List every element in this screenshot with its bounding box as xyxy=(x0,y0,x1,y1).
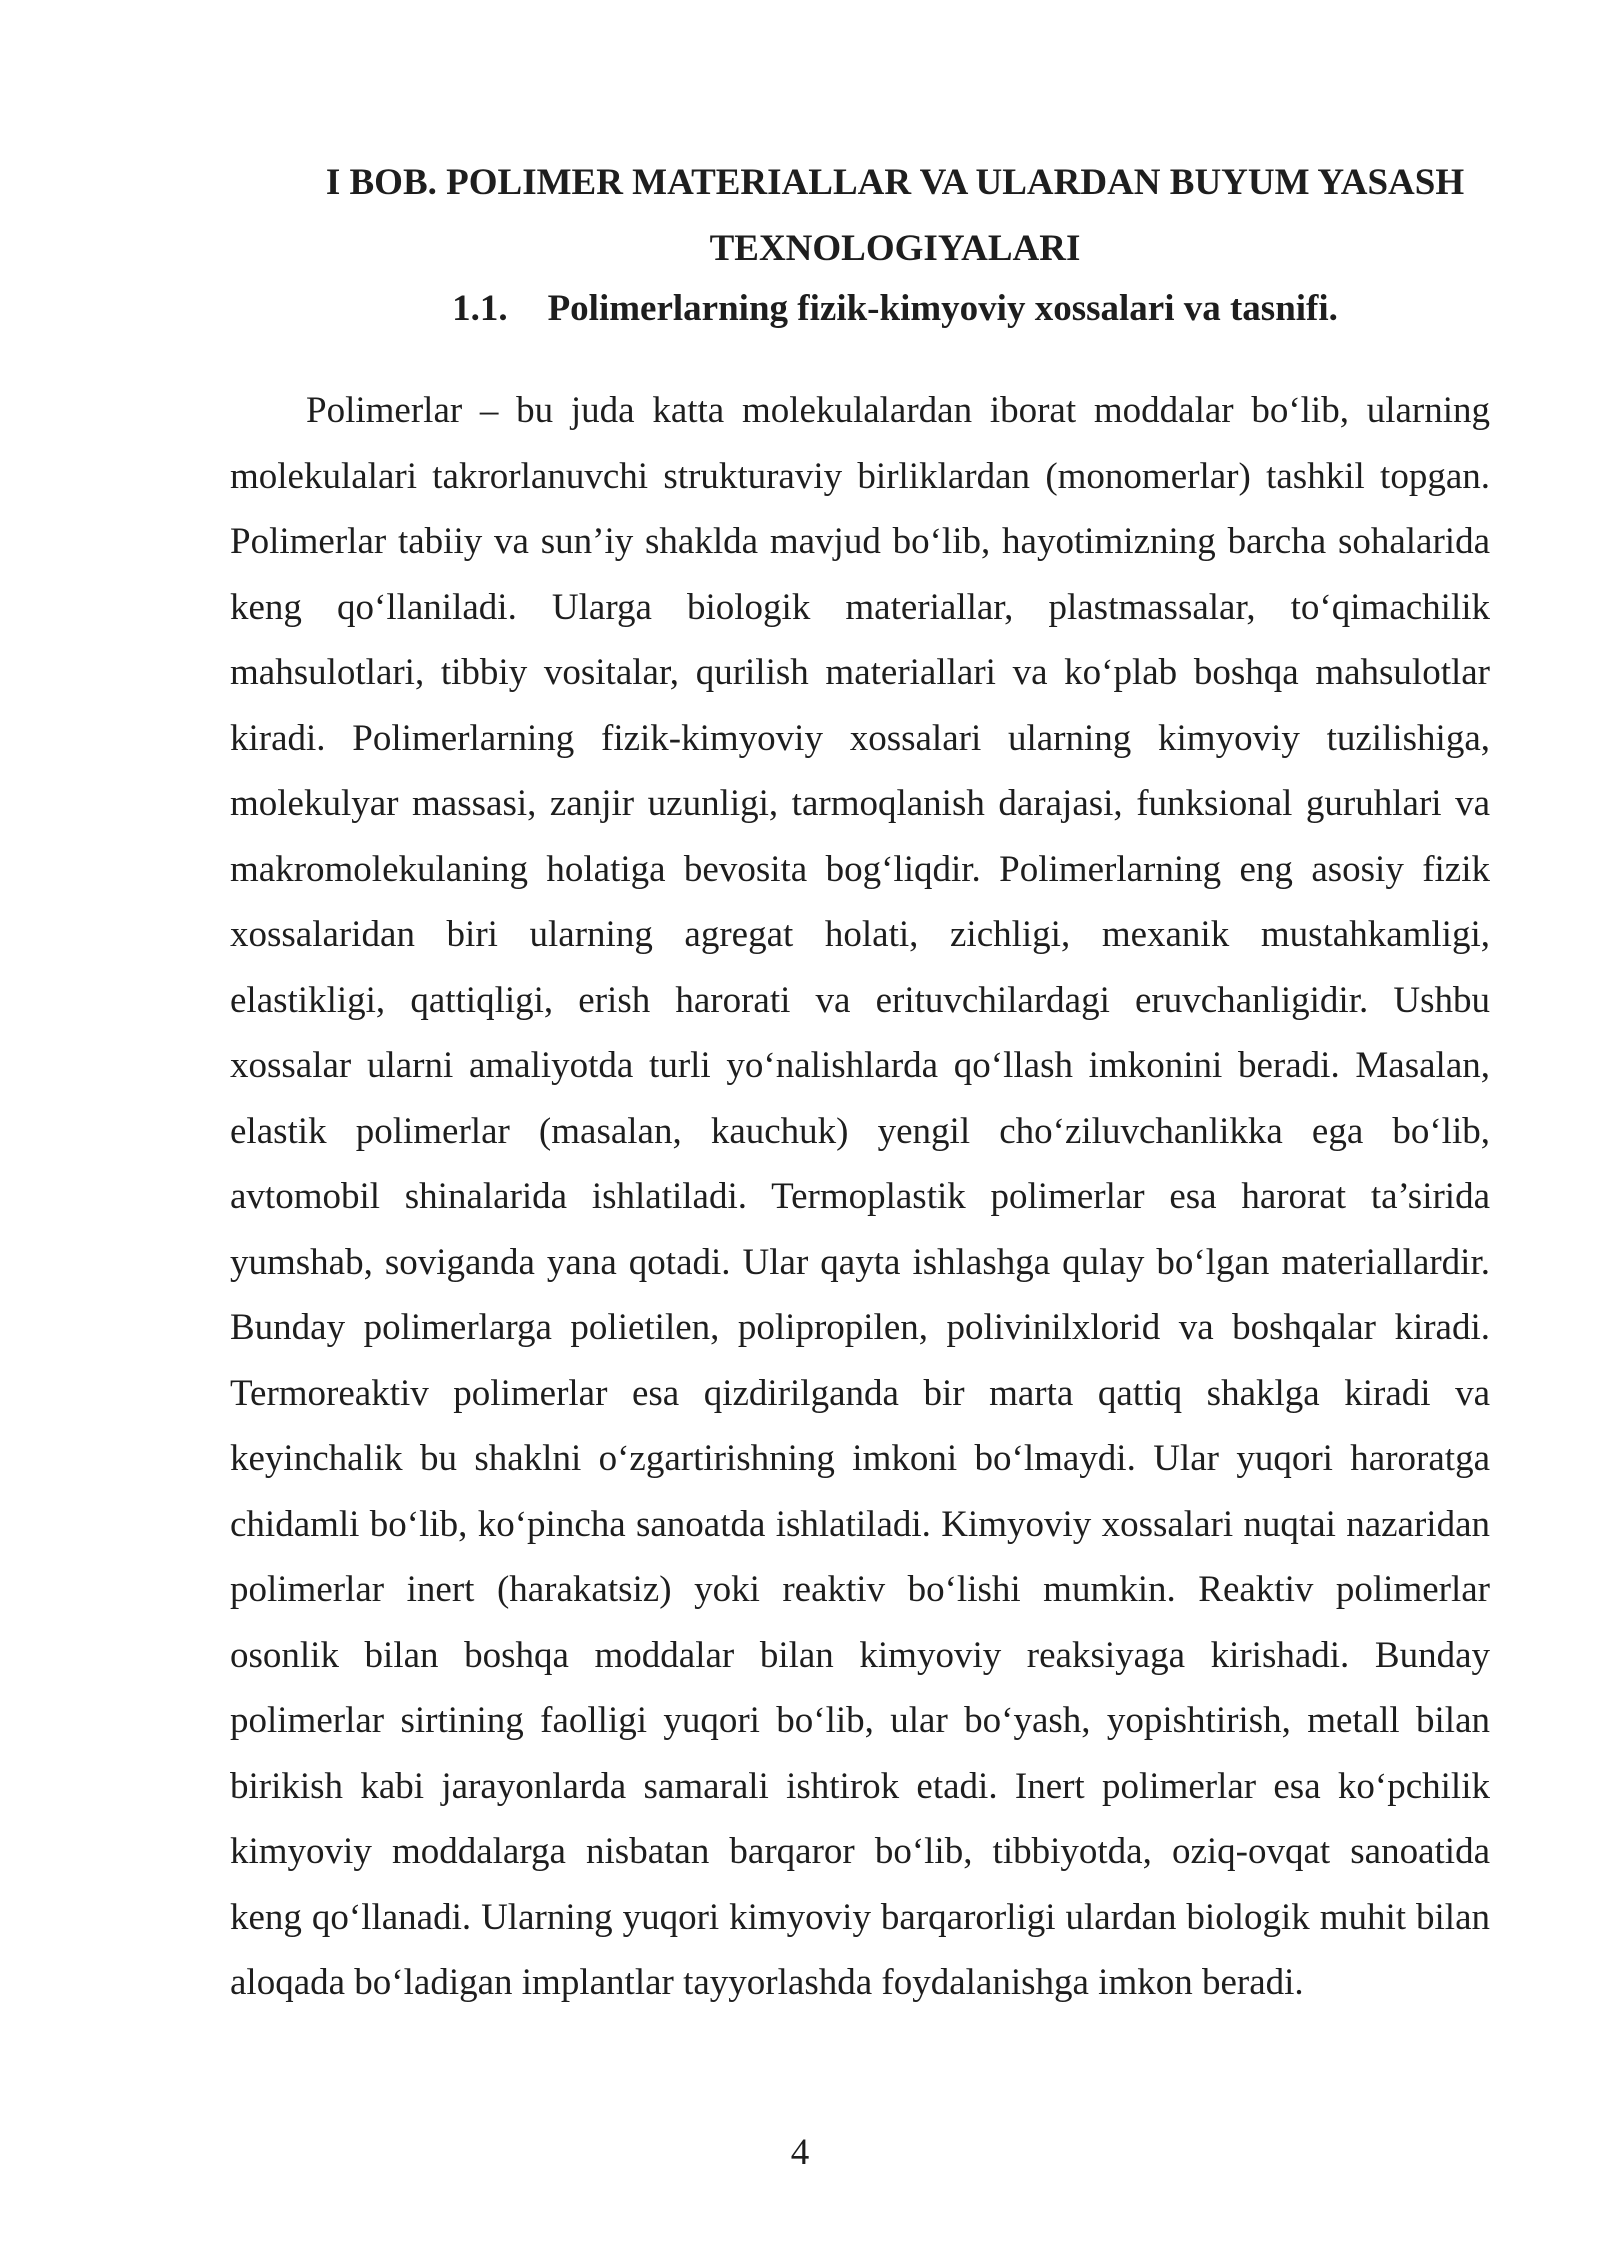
section-title: Polimerlarning fizik-kimyoviy xossalari va tasnifi. xyxy=(547,288,1338,329)
page-number: 4 xyxy=(790,2132,810,2173)
section-heading xyxy=(300,276,1490,342)
section-number: 1.1. xyxy=(452,288,508,329)
chapter-title: I BOB. POLIMER MATERIALLAR VA ULARDAN BUYUM YASASH TEXNOLOGIYALARI xyxy=(325,162,1465,269)
body-paragraph: Polimerlar – bu juda katta molekulalardan iborat moddalar bo‘lib, ularning molekulalari takrorlanuvchi strukturaviy birliklardan (monomerlar) tashkil topgan. Polimerlar tabiiy va sun’iy shaklda mavjud bo‘lib, hayotimizning barcha sohalarida keng qo‘llaniladi. Ularga biologik materiallar, plastmassalar, to‘qimachilik mahsulotlari, tibbiy vositalar, qurilish materiallari va ko‘plab boshqa mahsulotlar kiradi. Polimerlarning fizik-kimyoviy xossalari ularning kimyoviy tuzilishiga, molekulyar massasi, zanjir uzunligi, tarmoqlanish darajasi, funksional guruhlari va makromolekulaning holatiga bevosita bog‘liqdir. Polimerlarning eng asosiy fizik xossalaridan biri ularning agregat holati, zichligi, mexanik mustahkamligi, elastikligi, qattiqligi, erish harorati va erituvchilardagi eruvchanligidir. Ushbu xossalar ularni amaliyotda turli yo‘nalishlarda qo‘llash imkonini beradi. Masalan, elastik polimerlar (masalan, kauchuk) yengil cho‘ziluvchanlikka ega bo‘lib, avtomobil shinalarida ishlatiladi. Termoplastik polimerlar esa harorat ta’sirida yumshab, soviganda yana qotadi. Ular qayta ishlashga qulay bo‘lgan materiallardir. Bunday polimerlarga polietilen, polipropilen, polivinilxlorid va boshqalar kiradi. Termoreaktiv polimerlar esa qizdirilganda bir marta qattiq shaklga kiradi va keyinchalik bu shaklni o‘zgartirishning imkoni bo‘lmaydi. Ular yuqori haroratga chidamli bo‘lib, ko‘pincha sanoatda ishlatiladi. Kimyoviy xossalari nuqtai nazaridan polimerlar inert (harakatsiz) yoki reaktiv bo‘lishi mumkin. Reaktiv polimerlar osonlik bilan boshqa moddalar bilan kimyoviy reaksiyaga kirishadi. Bunday polimerlar sirtining faolligi yuqori bo‘lib, ular bo‘yash, yopishtirish, metall bilan birikish kabi jarayonlarda samarali ishtirok etadi. Inert polimerlar esa ko‘pchilik kimyoviy moddalarga nisbatan barqaror bo‘lib, tibbiyotda, oziq-ovqat sanoatida keng qo‘llanadi. Ularning yuqori kimyoviy barqarorligi ulardan biologik muhit bilan aloqada bo‘ladigan implantlar tayyorlashda foydalanishga imkon beradi. xyxy=(230,390,1490,2003)
